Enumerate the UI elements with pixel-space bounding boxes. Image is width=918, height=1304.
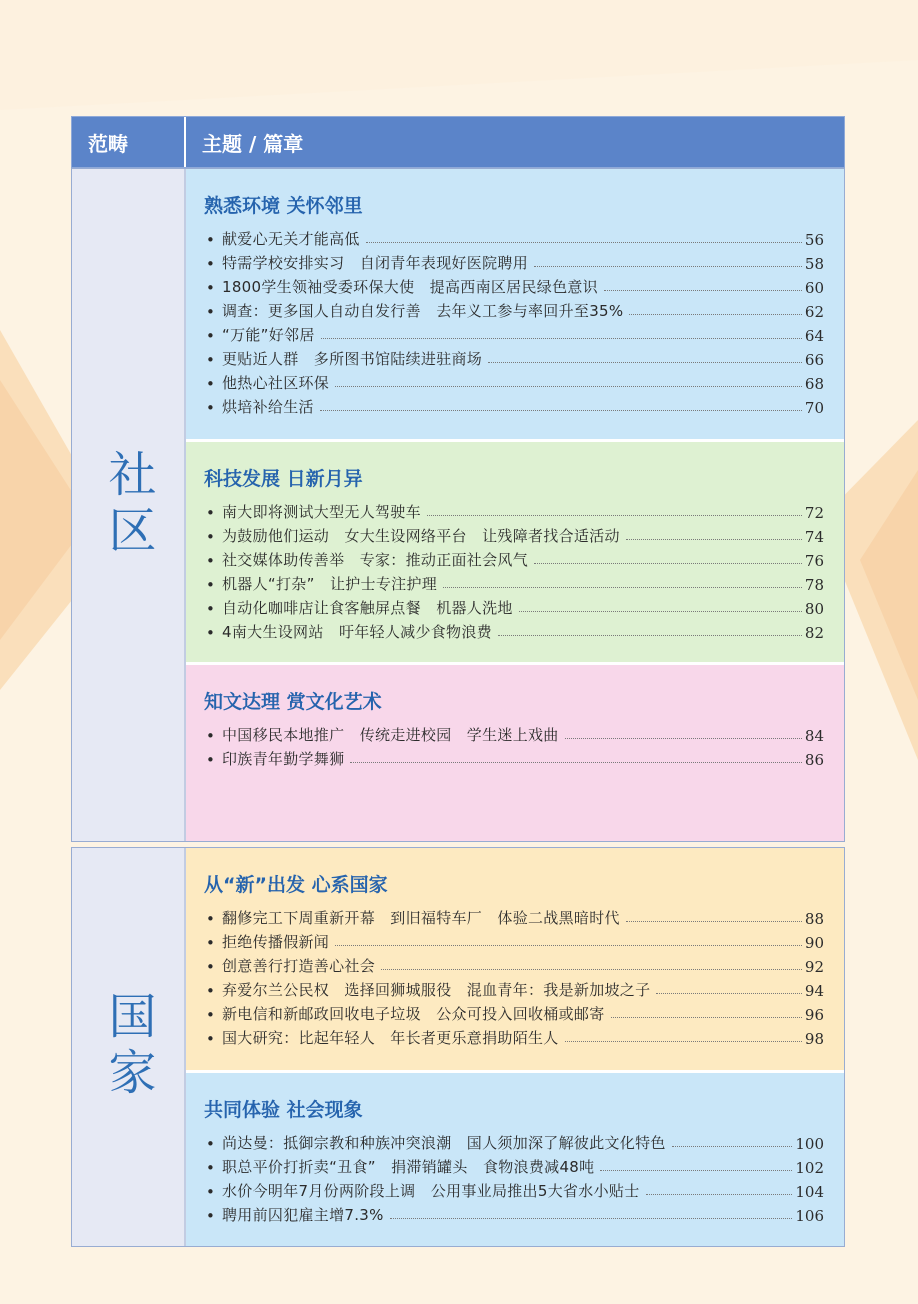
toc-entry[interactable] xyxy=(204,369,824,393)
toc-entry[interactable] xyxy=(204,745,824,769)
toc-entry[interactable] xyxy=(204,618,824,642)
entry-title: 自动化咖啡店让食客触屏点餐 机器人洗地 xyxy=(222,599,513,617)
entry-title: 1800学生领袖受委环保大使 提高西南区居民绿色意识 xyxy=(222,278,598,296)
section-title: 熟悉环境 关怀邻里 xyxy=(204,195,363,217)
bullet-icon: • xyxy=(206,504,215,522)
entry-title: 中国移民本地推广 传统走进校园 学生迷上戏曲 xyxy=(222,726,559,744)
section xyxy=(186,169,844,439)
entry-title: 献爱心无关才能高低 xyxy=(222,230,360,248)
group-community xyxy=(71,168,845,842)
header-topic: 主题 / 篇章 xyxy=(202,131,304,156)
page-number: 74 xyxy=(804,528,824,546)
dot-leader xyxy=(350,762,802,763)
entry-title: 拒绝传播假新闻 xyxy=(222,933,330,951)
page-number: 94 xyxy=(804,982,824,1000)
toc-entry[interactable] xyxy=(204,570,824,594)
entry-title: 社交媒体助传善举 专家：推动正面社会风气 xyxy=(222,551,529,569)
entry-title: 南大即将测试大型无人驾驶车 xyxy=(222,503,421,521)
page-number: 92 xyxy=(804,958,824,976)
dot-leader xyxy=(611,1017,802,1018)
dot-leader xyxy=(519,611,802,612)
dot-leader xyxy=(646,1194,793,1195)
section xyxy=(186,848,844,1070)
page-number: 62 xyxy=(804,303,824,321)
page-number: 56 xyxy=(804,231,824,249)
header-category: 范畴 xyxy=(72,117,186,167)
bullet-icon: • xyxy=(206,1135,215,1153)
dot-leader xyxy=(656,993,802,994)
entry-title: 弃爱尔兰公民权 选择回狮城服役 混血青年：我是新加坡之子 xyxy=(222,981,651,999)
toc-entry[interactable] xyxy=(204,249,824,273)
page-number: 70 xyxy=(804,399,824,417)
entry-title: 印族青年勤学舞狮 xyxy=(222,750,345,768)
page-number: 96 xyxy=(804,1006,824,1024)
toc-entry[interactable] xyxy=(204,952,824,976)
toc-entry[interactable] xyxy=(204,273,824,297)
toc-entry[interactable] xyxy=(204,1201,824,1225)
toc-entry[interactable] xyxy=(204,1177,824,1201)
sections xyxy=(186,169,844,841)
section-title: 科技发展 日新月异 xyxy=(204,468,363,490)
group-nation xyxy=(71,847,845,1247)
dot-leader xyxy=(498,635,802,636)
toc-entry[interactable] xyxy=(204,498,824,522)
page-number: 98 xyxy=(804,1030,824,1048)
toc-entry[interactable] xyxy=(204,594,824,618)
bullet-icon: • xyxy=(206,327,215,345)
dot-leader xyxy=(565,738,802,739)
entry-title: 4南大生设网站 吁年轻人减少食物浪费 xyxy=(222,623,492,641)
toc-entry[interactable] xyxy=(204,393,824,417)
section xyxy=(186,439,844,662)
bullet-icon: • xyxy=(206,1030,215,1048)
bullet-icon: • xyxy=(206,303,215,321)
toc-entry[interactable] xyxy=(204,1024,824,1048)
bullet-icon: • xyxy=(206,399,215,417)
bullet-icon: • xyxy=(206,231,215,249)
page-number: 64 xyxy=(804,327,824,345)
dot-leader xyxy=(626,539,802,540)
dot-leader xyxy=(604,290,802,291)
dot-leader xyxy=(320,410,802,411)
entry-title: 国大研究：比起年轻人 年长者更乐意捐助陌生人 xyxy=(222,1029,559,1047)
entry-title: 更贴近人群 多所图书馆陆续进驻商场 xyxy=(222,350,483,368)
bullet-icon: • xyxy=(206,1207,215,1225)
page-number: 106 xyxy=(795,1207,824,1225)
section xyxy=(186,662,844,841)
section-title: 知文达理 赏文化艺术 xyxy=(204,691,382,713)
bullet-icon: • xyxy=(206,1183,215,1201)
sections xyxy=(186,848,844,1246)
page-number: 66 xyxy=(804,351,824,369)
category-cell xyxy=(72,169,186,841)
bullet-icon: • xyxy=(206,375,215,393)
section-title: 从“新”出发 心系国家 xyxy=(204,874,388,896)
entry-title: 调查：更多国人自动自发行善 去年义工参与率回升至35% xyxy=(222,302,624,320)
dot-leader xyxy=(381,969,802,970)
bullet-icon: • xyxy=(206,727,215,745)
table-of-contents xyxy=(71,116,845,1247)
dot-leader xyxy=(488,362,802,363)
entry-title: 为鼓励他们运动 女大生设网络平台 让残障者找合适活动 xyxy=(222,527,620,545)
dot-leader xyxy=(335,386,802,387)
page-number: 84 xyxy=(804,727,824,745)
page-number: 58 xyxy=(804,255,824,273)
toc-entry[interactable] xyxy=(204,904,824,928)
entry-title: 翻修完工下周重新开幕 到旧福特车厂 体验二战黑暗时代 xyxy=(222,909,620,927)
bullet-icon: • xyxy=(206,1006,215,1024)
page-number: 104 xyxy=(795,1183,824,1201)
bullet-icon: • xyxy=(206,279,215,297)
dot-leader xyxy=(565,1041,802,1042)
bullet-icon: • xyxy=(206,751,215,769)
bullet-icon: • xyxy=(206,255,215,273)
entry-title: 尚达曼：抵御宗教和种族冲突浪潮 国人须加深了解彼此文化特色 xyxy=(222,1134,666,1152)
page-number: 68 xyxy=(804,375,824,393)
entry-title: 创意善行打造善心社会 xyxy=(222,957,376,975)
dot-leader xyxy=(600,1170,792,1171)
dot-leader xyxy=(534,266,802,267)
dot-leader xyxy=(321,338,802,339)
page-number: 80 xyxy=(804,600,824,618)
toc-entry[interactable] xyxy=(204,345,824,369)
toc-entry[interactable] xyxy=(204,976,824,1000)
page-number: 102 xyxy=(795,1159,824,1177)
bullet-icon: • xyxy=(206,624,215,642)
dot-leader xyxy=(626,921,802,922)
page-number: 60 xyxy=(804,279,824,297)
dot-leader xyxy=(629,314,801,315)
page-number: 100 xyxy=(795,1135,824,1153)
dot-leader xyxy=(427,515,802,516)
toc-entry[interactable] xyxy=(204,321,824,345)
bullet-icon: • xyxy=(206,958,215,976)
entry-title: 他热心社区环保 xyxy=(222,374,330,392)
toc-entry[interactable] xyxy=(204,1000,824,1024)
dot-leader xyxy=(534,563,802,564)
entry-title: 机器人“打杂” 让护士专注护理 xyxy=(222,575,438,593)
category-cell xyxy=(72,848,186,1246)
entry-title: 特需学校安排实习 自闭青年表现好医院聘用 xyxy=(222,254,529,272)
toc-entry[interactable] xyxy=(204,225,824,249)
page-number: 78 xyxy=(804,576,824,594)
toc-entry[interactable] xyxy=(204,928,824,952)
entry-title: 新电信和新邮政回收电子垃圾 公众可投入回收桶或邮寄 xyxy=(222,1005,605,1023)
toc-entry[interactable] xyxy=(204,297,824,321)
category-name: 国家 xyxy=(100,991,156,1103)
toc-entry[interactable] xyxy=(204,721,824,745)
entry-title: “万能”好邻居 xyxy=(222,326,315,344)
entry-title: 水价今明年7月份两阶段上调 公用事业局推出5大省水小贴士 xyxy=(222,1182,640,1200)
dot-leader xyxy=(390,1218,793,1219)
section xyxy=(186,1070,844,1246)
bullet-icon: • xyxy=(206,351,215,369)
entry-title: 聘用前囚犯雇主增7.3% xyxy=(222,1206,384,1224)
bullet-icon: • xyxy=(206,528,215,546)
dot-leader xyxy=(366,242,802,243)
dot-leader xyxy=(443,587,802,588)
toc-entry[interactable] xyxy=(204,1153,824,1177)
page-number: 82 xyxy=(804,624,824,642)
toc-entry[interactable] xyxy=(204,522,824,546)
bullet-icon: • xyxy=(206,934,215,952)
page-number: 86 xyxy=(804,751,824,769)
dot-leader xyxy=(672,1146,793,1147)
bullet-icon: • xyxy=(206,600,215,618)
page-number: 90 xyxy=(804,934,824,952)
category-name: 社区 xyxy=(100,449,156,561)
page-number: 88 xyxy=(804,910,824,928)
bullet-icon: • xyxy=(206,910,215,928)
dot-leader xyxy=(335,945,802,946)
toc-header xyxy=(71,116,845,168)
entry-title: 职总平价打折卖“丑食” 捐滞销罐头 食物浪费减48吨 xyxy=(222,1158,595,1176)
page-number: 72 xyxy=(804,504,824,522)
bullet-icon: • xyxy=(206,1159,215,1177)
bullet-icon: • xyxy=(206,576,215,594)
section-title: 共同体验 社会现象 xyxy=(204,1099,363,1121)
page-number: 76 xyxy=(804,552,824,570)
entry-title: 烘培补给生活 xyxy=(222,398,314,416)
bullet-icon: • xyxy=(206,982,215,1000)
toc-entry[interactable] xyxy=(204,546,824,570)
toc-entry[interactable] xyxy=(204,1129,824,1153)
bullet-icon: • xyxy=(206,552,215,570)
